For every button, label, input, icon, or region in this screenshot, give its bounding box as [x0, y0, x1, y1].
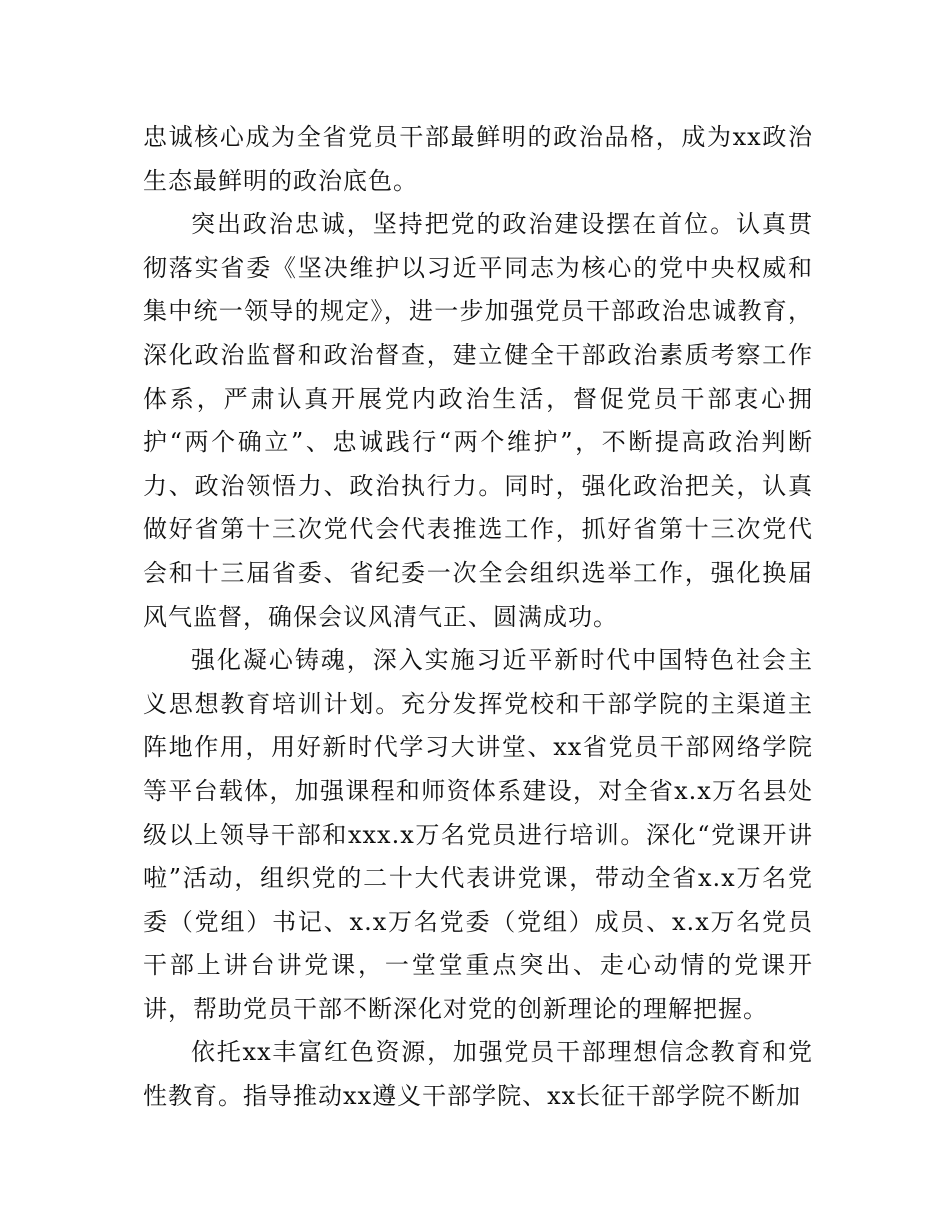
document-body	[143, 116, 813, 1119]
paragraph-1: 忠诚核心成为全省党员干部最鲜明的政治品格，成为xx政治生态最鲜明的政治底色。	[143, 123, 813, 195]
paragraph-4: 依托xx丰富红色资源，加强党员干部理想信念教育和党性教育。指导推动xx遵义干部学院、xx长征干部学院不断加	[143, 1038, 813, 1111]
paragraph-2: 突出政治忠诚，坚持把党的政治建设摆在首位。认真贯彻落实省委《坚决维护以习近平同志为核心的党中央权威和集中统一领导的规定》，进一步加强党员干部政治忠诚教育，深化政治监督和政治督查，建立健全干部政治素质考察工作体系，严肃认真开展党内政治生活，督促党员干部衷心拥护“两个确立”、忠诚践行“两个维护”，不断提高政治判断力、政治领悟力、政治执行力。同时，强化政治把关，认真做好省第十三次党代会代表推选工作，抓好省第十三次党代会和十三届省委、省纪委一次全会组织选举工作，强化换届风气监督，确保会议风清气正、圆满成功。	[143, 210, 813, 631]
paragraph-3: 强化凝心铸魂，深入实施习近平新时代中国特色社会主义思想教育培训计划。充分发挥党校和干部学院的主渠道主阵地作用，用好新时代学习大讲堂、xx省党员干部网络学院等平台载体，加强课程和师资体系建设，对全省x.x万名县处级以上领导干部和xxx.x万名党员进行培训。深化“党课开讲啦”活动，组织党的二十大代表讲党课，带动全省x.x万名党委（党组）书记、x.x万名党委（党组）成员、x.x万名党员干部上讲台讲党课，一堂堂重点突出、走心动情的党课开讲，帮助党员干部不断深化对党的创新理论的理解把握。	[143, 646, 813, 1023]
